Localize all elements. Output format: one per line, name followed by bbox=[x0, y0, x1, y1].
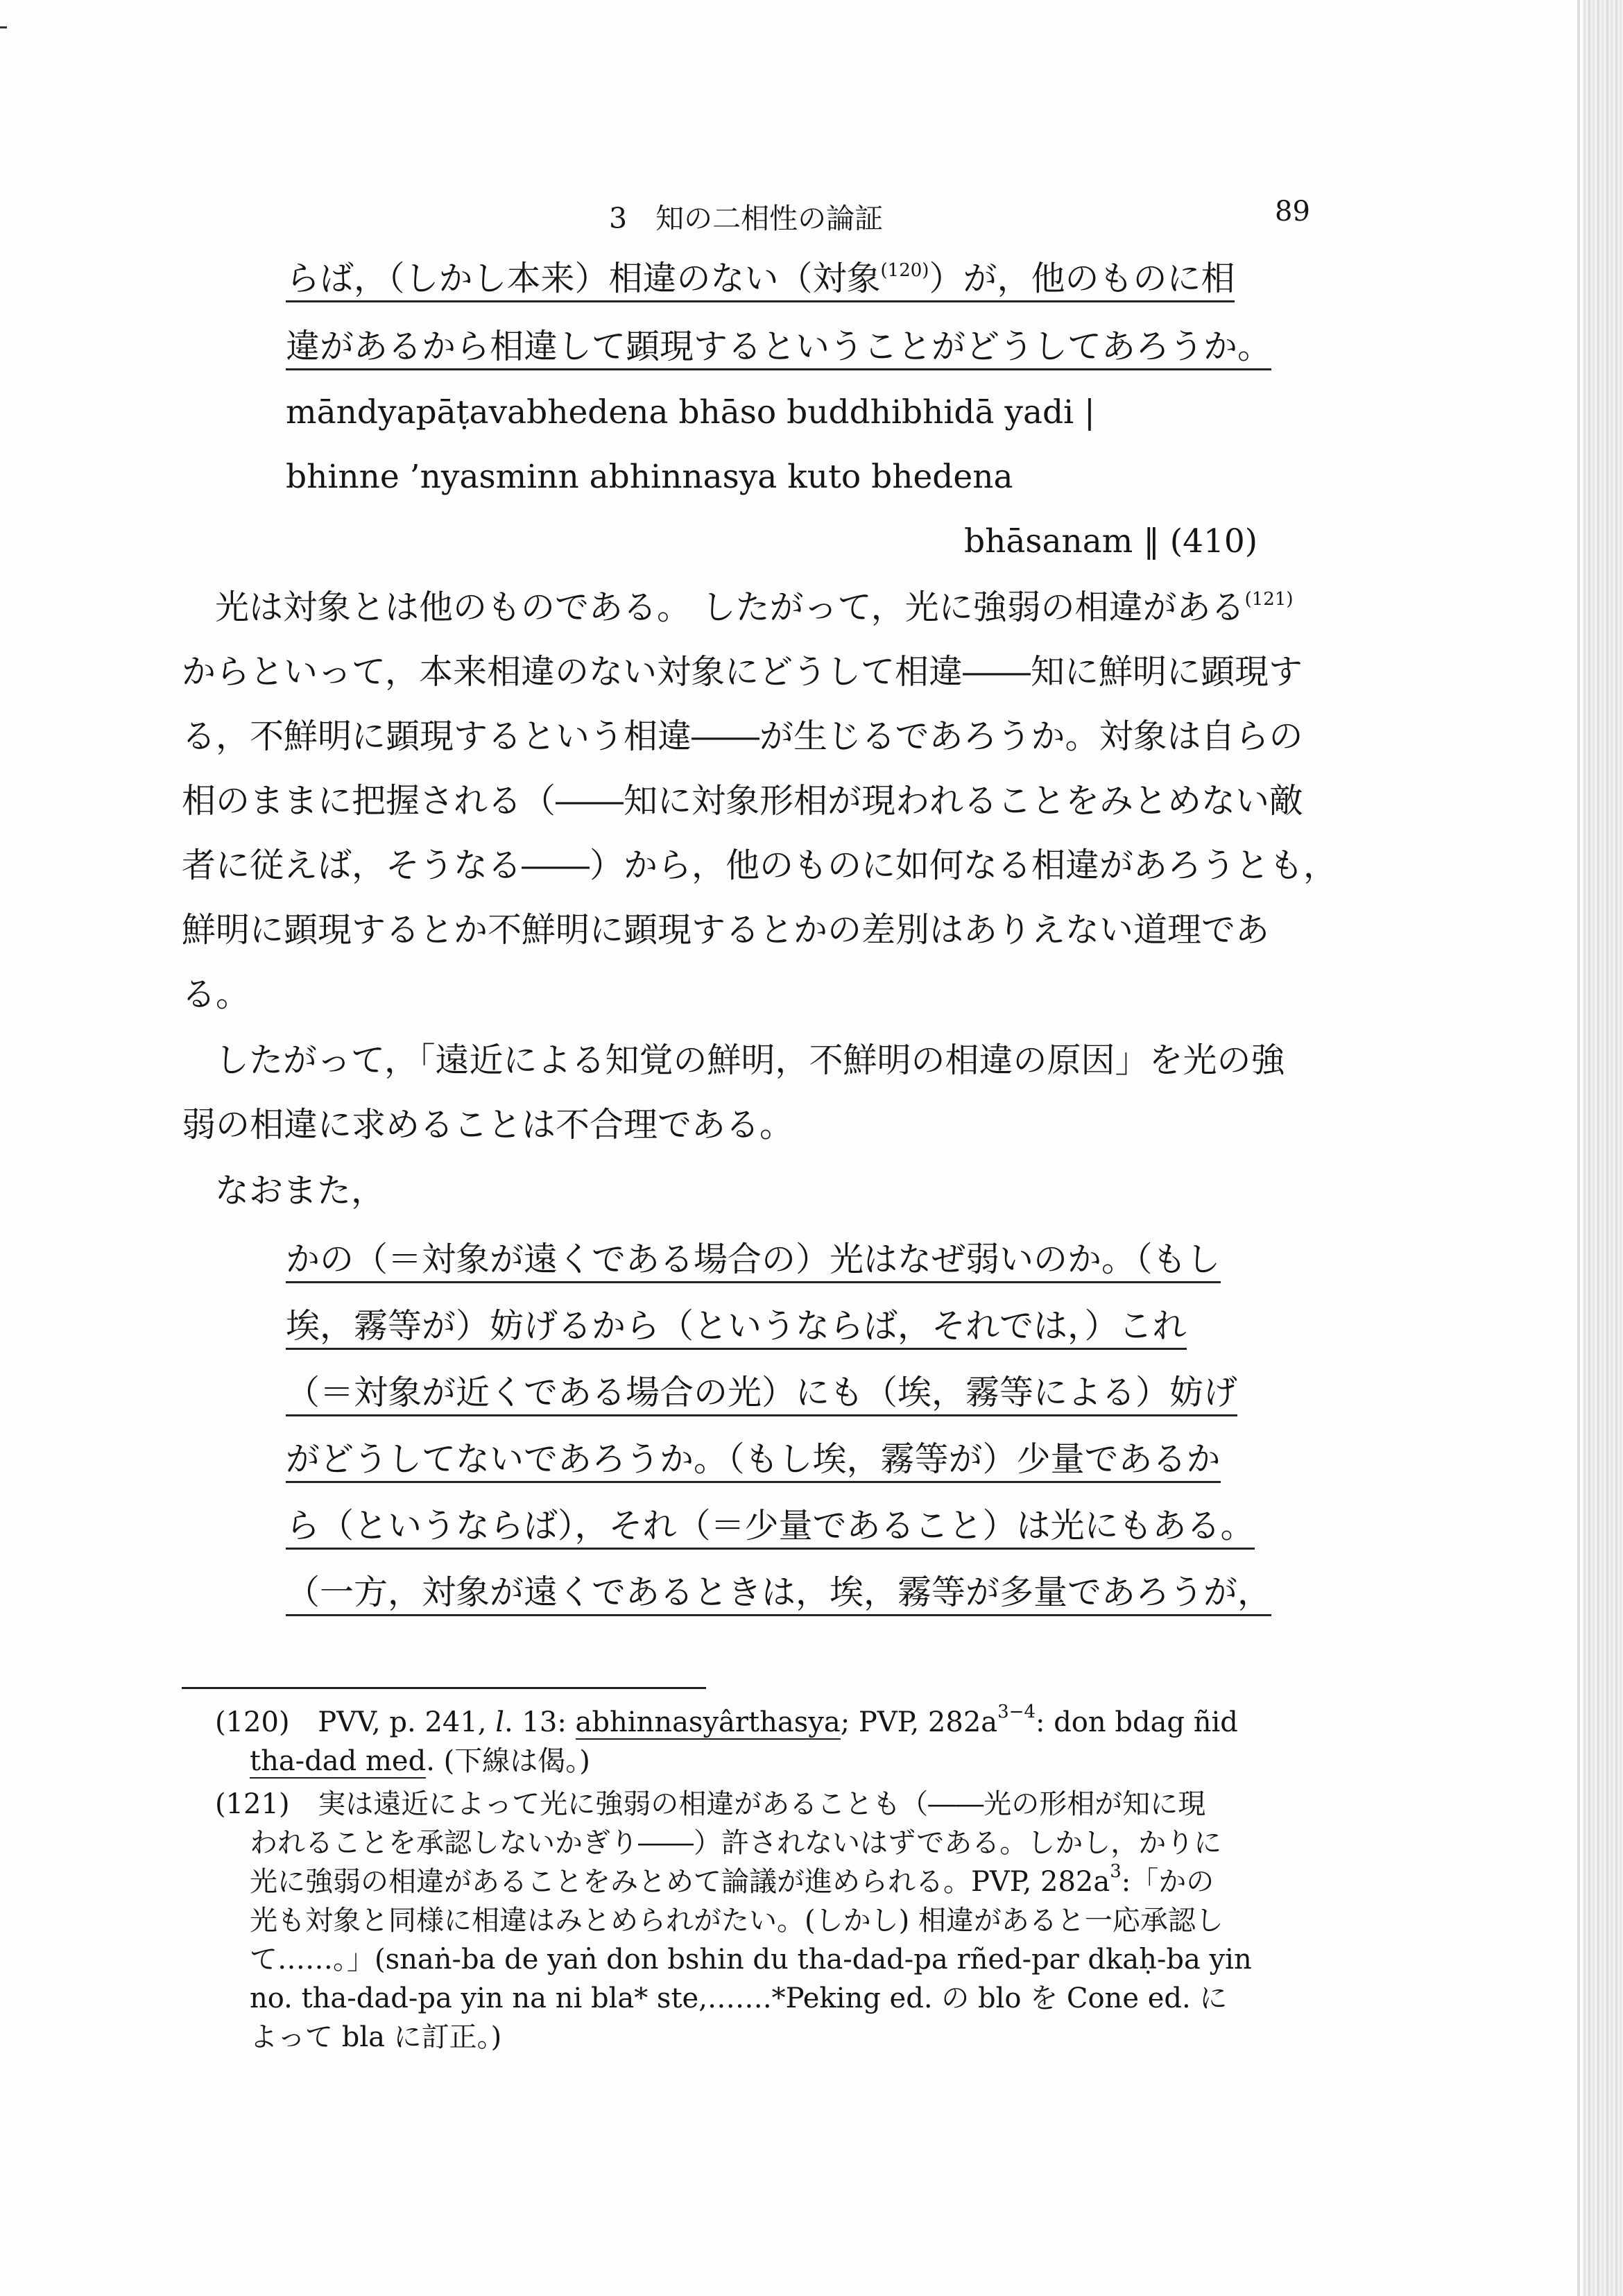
footnote-number: (120) bbox=[215, 1706, 290, 1738]
quote2-line4 bbox=[286, 1437, 1221, 1482]
footnote-sup: 3−4 bbox=[997, 1702, 1036, 1722]
footnote-text: 実は遠近によって光に強弱の相違があることも（――光の形相が知に現 bbox=[318, 1788, 1206, 1820]
footnote-text: : don bdag ñid bbox=[1036, 1706, 1238, 1738]
footnote-underlined-term: tha-dad med bbox=[250, 1745, 427, 1777]
footnote-120-line2 bbox=[250, 1742, 590, 1780]
scan-edge-shadow bbox=[1583, 0, 1623, 2296]
footnote-underlined-term: abhinnasyârthasya bbox=[575, 1706, 841, 1738]
footnote-text: PVV, p. 241, bbox=[318, 1706, 496, 1738]
quote1-line2 bbox=[286, 325, 1271, 369]
footnote-text: . 13: bbox=[504, 1706, 576, 1738]
quote2-text: ら（というならば），それ（＝少量であること）は光にもある。 bbox=[286, 1506, 1255, 1550]
section-title: 3 知の二相性の論証 bbox=[609, 202, 884, 235]
quote2-line5 bbox=[286, 1504, 1255, 1548]
page-number: 89 bbox=[1275, 196, 1310, 228]
quote2-line3 bbox=[286, 1371, 1237, 1415]
para1-text: 光は対象とは他のものである。 したがって，光に強弱の相違がある bbox=[215, 588, 1245, 627]
quote1-text: 違があるから相違して顕現するということがどうしてあろうか。 bbox=[286, 327, 1271, 370]
footnote-rule bbox=[182, 1687, 706, 1689]
quote2-text: 埃，霧等が）妨げるから（というならば，それでは，）これ bbox=[286, 1306, 1187, 1350]
footnote-text-italic: l bbox=[495, 1706, 505, 1738]
scan-corner-mark bbox=[0, 26, 7, 28]
quote2-text: （＝対象が近くである場合の光）にも（埃，霧等による）妨げ bbox=[286, 1373, 1237, 1416]
footnote-ref-120: (120) bbox=[880, 260, 929, 281]
footnote-text: . (下線は偈。) bbox=[426, 1745, 590, 1777]
para3-line1: なおまた， bbox=[215, 1171, 386, 1210]
verse-line1: māndyapāṭavabhedena bhāso buddhibhidā yadi | bbox=[286, 393, 1095, 431]
para2-line2: 弱の相違に求めることは不合理である。 bbox=[182, 1105, 794, 1145]
footnote-121 bbox=[215, 1785, 1205, 1823]
running-header bbox=[0, 196, 1623, 237]
footnote-120 bbox=[215, 1704, 1238, 1741]
footnote-text: ; PVP, 282a bbox=[840, 1706, 998, 1738]
verse-line2: bhinne ’nyasminn abhinnasya kuto bhedena bbox=[286, 458, 1013, 496]
footnote-121-line5: て……。」(snaṅ-ba de yaṅ don bshin du tha-dad-pa rñed-par dkaḥ-ba yin bbox=[250, 1944, 1252, 1976]
para1-line2: からといって，本来相違のない対象にどうして相違――知に鮮明に顕現す bbox=[182, 652, 1303, 692]
para2-line1: したがって，「遠近による知覚の鮮明，不鮮明の相違の原因」を光の強 bbox=[215, 1040, 1285, 1080]
footnote-121-line3 bbox=[250, 1863, 1214, 1901]
quote2-line2 bbox=[286, 1304, 1187, 1348]
footnote-text: :「かの bbox=[1121, 1866, 1214, 1898]
footnote-ref-121: (121) bbox=[1244, 589, 1294, 610]
para1-line6: 鮮明に顕現するとか不鮮明に顕現するとかの差別はありえない道理であ bbox=[182, 910, 1270, 950]
quote1-text-a: らば，（しかし本来）相違のない（対象 bbox=[286, 259, 881, 298]
para1-line5: 者に従えば，そうなる――）から，他のものに如何なる相違があろうとも， bbox=[182, 846, 1338, 885]
para1-line1 bbox=[215, 585, 1294, 630]
quote1-line1 bbox=[286, 257, 1235, 301]
para1-line7: る。 bbox=[182, 975, 250, 1014]
footnote-121-line2: われることを承認しないかぎり――）許されないはずである。しかし，かりに bbox=[250, 1827, 1222, 1859]
verse-line3: bhāsanam ‖ (410) bbox=[964, 522, 1258, 560]
para1-line3: る，不鮮明に顕現するという相違――が生じるであろうか。対象は自らの bbox=[182, 717, 1303, 756]
scan-edge-line bbox=[1577, 0, 1580, 2296]
footnote-121-line7: よって bla に訂正。) bbox=[250, 2021, 502, 2053]
footnote-121-line6: no. tha-dad-pa yin na ni bla* ste,…….*Peking ed. の blo を Cone ed. に bbox=[250, 1982, 1228, 2014]
quote2-line6 bbox=[286, 1570, 1271, 1615]
quote2-text: かの（＝対象が遠くである場合の）光はなぜ弱いのか。（もし bbox=[286, 1240, 1221, 1283]
quote2-line1 bbox=[286, 1237, 1221, 1282]
footnote-number: (121) bbox=[215, 1788, 290, 1820]
quote2-text: （一方，対象が遠くであるときは，埃，霧等が多量であろうが， bbox=[286, 1573, 1271, 1616]
footnote-sup: 3 bbox=[1110, 1861, 1122, 1882]
footnote-121-line4: 光も対象と同様に相違はみとめられがたい。(しかし) 相違があると一応承認し bbox=[250, 1905, 1223, 1937]
quote1-text-b: ）が，他のものに相 bbox=[929, 259, 1235, 298]
quote2-text: がどうしてないであろうか。（もし埃，霧等が）少量であるか bbox=[286, 1439, 1221, 1483]
footnote-text: 光に強弱の相違があることをみとめて論議が進められる。PVP, 282a bbox=[250, 1866, 1110, 1898]
para1-line4: 相のままに把握される（――知に対象形相が現われることをみとめない敵 bbox=[182, 781, 1304, 821]
